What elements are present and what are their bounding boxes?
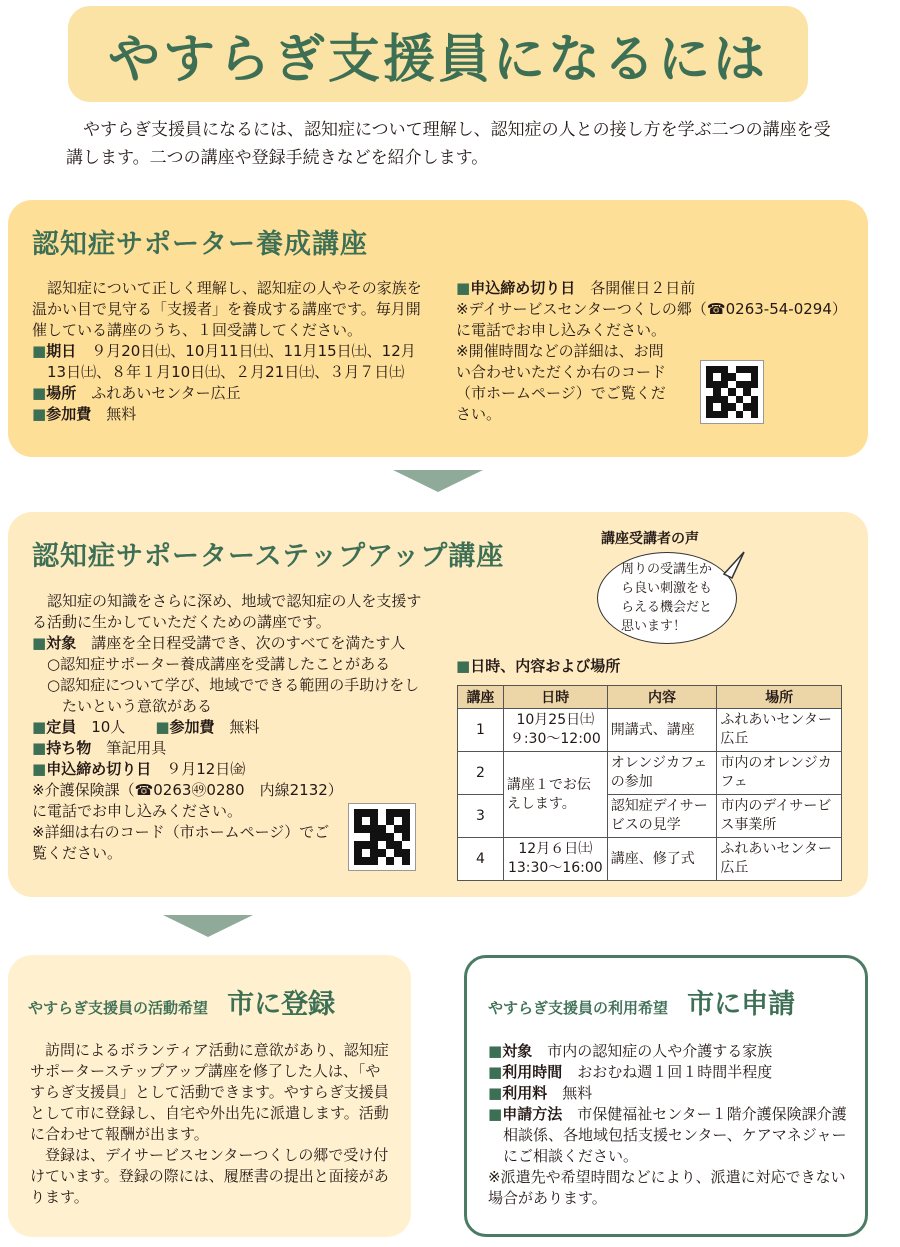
course1-deadline-value: 各開催日２日前 — [590, 279, 696, 297]
register-body — [30, 1040, 390, 1208]
table-cell: 12月６日㈯ 13:30〜16:00 — [503, 838, 607, 881]
intro-text: やすらぎ支援員になるには、認知症について理解し、認知症の人との接し方を学ぶ二つの講座を受講します。二つの講座や登録手続きなどを紹介します。 — [66, 120, 831, 168]
apply-note: ※派遣先や希望時間などにより、派遣に対応できない場合があります。 — [488, 1168, 846, 1207]
schedule-label-row: ■日時、内容および場所 — [456, 657, 621, 675]
course1-contact: ※デイサービスセンターつくしの郷（☎0263-54-0294）に電話でお申し込みください。 — [456, 300, 847, 339]
course1-date-row: ■期日 ９月20日㈯、10月11日㈯、11月15日㈯、12月13日㈯、８年１月10日㈯、２月21日㈯、３月７日㈯ — [32, 342, 416, 381]
course1-left-column — [32, 278, 424, 425]
table-header: 日時 — [503, 686, 607, 709]
course1-place-row: ■場所 ふれあいセンター広丘 — [32, 384, 241, 402]
table-cell-merged: 講座１でお伝えします。 — [503, 752, 607, 838]
apply-target-value: 市内の認知症の人や介護する家族 — [547, 1042, 773, 1060]
schedule-label: 日時、内容および場所 — [470, 657, 621, 675]
course2-capacity-value: 10人 — [91, 718, 126, 736]
table-cell: オレンジカフェの参加 — [607, 752, 717, 795]
course2-items-label: 持ち物 — [46, 739, 92, 757]
course1-date-value: ９月20日㈯、10月11日㈯、11月15日㈯、12月13日㈯、８年１月10日㈯、２月21日㈯、３月７日㈯ — [47, 342, 416, 381]
course2-items-row: ■持ち物 筆記用具 — [32, 739, 167, 757]
table-cell: 市内のデイサービス事業所 — [717, 795, 842, 838]
apply-fee-value: 無料 — [562, 1084, 593, 1102]
course2-contact: ※介護保険課（☎0263㊾0280 内線2132）に電話でお申し込みください。 — [32, 781, 336, 820]
course2-target-value: 講座を全日程受講でき、次のすべてを満たす人 — [91, 634, 406, 652]
table-cell: 1 — [458, 709, 504, 752]
course2-capacity-label: 定員 — [46, 718, 77, 736]
page-title: やすらぎ支援員になるには — [107, 29, 768, 90]
course1-deadline-row: ■申込締め切り日 各開催日２日前 — [456, 279, 696, 297]
table-cell: 3 — [458, 795, 504, 838]
apply-time-value: おおむね週１回１時間半程度 — [577, 1063, 773, 1081]
course2-deadline-value: ９月12日㈮ — [166, 760, 246, 778]
course1-place-value: ふれあいセンター広丘 — [91, 384, 241, 402]
course1-fee-row: ■参加費 無料 — [32, 405, 137, 423]
course2-details: ※詳細は右のコード（市ホームページ）でご覧ください。 — [32, 823, 330, 862]
voice-text: 周りの受講生から良い刺激をもらえる機会だと思います！ — [621, 562, 713, 634]
apply-fee-row: ■利用料 無料 — [488, 1084, 593, 1102]
course2-capacity-row: ■定員 10人 ■参加費 無料 — [32, 718, 260, 736]
apply-method-row: ■申請方法 市保健福祉センター１階介護保険課介護相談係、各地域包括支援センター、ケアマネジャーにご相談ください。 — [488, 1105, 847, 1165]
table-cell: ふれあいセンター広丘 — [717, 838, 842, 881]
apply-time-label: 利用時間 — [502, 1063, 563, 1081]
course1-details: ※開催時間などの詳細は、お問い合わせいただくか右のコード（市ホームページ）でご覧ください。 — [456, 342, 667, 423]
course2-condition1: ○認知症サポーター養成講座を受講したことがある — [47, 655, 391, 673]
table-cell: 4 — [458, 838, 504, 881]
apply-target-row: ■対象 市内の認知症の人や介護する家族 — [488, 1042, 773, 1060]
apply-body — [488, 1041, 850, 1209]
course2-title: 認知症サポーターステップアップ講座 — [32, 541, 505, 572]
course1-title: 認知症サポーター養成講座 — [32, 229, 368, 260]
course1-date-label: 期日 — [46, 342, 77, 360]
course2-target-label: 対象 — [46, 634, 77, 652]
title-banner — [68, 6, 808, 102]
course1-deadline-label: 申込締め切り日 — [470, 279, 576, 297]
course2-items-value: 筆記用具 — [106, 739, 167, 757]
table-cell: 認知症デイサービスの見学 — [607, 795, 717, 838]
apply-method-value: 市保健福祉センター１階介護保険課介護相談係、各地域包括支援センター、ケアマネジャーにご相談ください。 — [503, 1105, 847, 1165]
apply-heading — [488, 982, 795, 1021]
table-header: 内容 — [607, 686, 717, 709]
qr-code-icon[interactable] — [348, 803, 416, 871]
voice-label: 講座受講者の声 — [601, 531, 699, 547]
course2-fee-label: 参加費 — [169, 718, 215, 736]
course2-fee-value: 無料 — [229, 718, 260, 736]
schedule-table — [457, 685, 842, 881]
table-row — [458, 838, 842, 881]
bubble-tail-icon — [722, 548, 748, 582]
apply-method-label: 申請方法 — [502, 1105, 563, 1123]
course1-fee-label: 参加費 — [46, 405, 92, 423]
apply-time-row: ■利用時間 おおむね週１回１時間半程度 — [488, 1063, 773, 1081]
table-header: 場所 — [717, 686, 842, 709]
down-arrow-icon — [393, 470, 483, 492]
register-para1: 訪問によるボランティア活動に意欲があり、認知症サポーターステップアップ講座を修了した人は、「やすらぎ支援員」として活動できます。やすらぎ支援員として市に登録し、自宅や外出先に派遣します。活動に合わせて報酬が出ます。 — [30, 1041, 389, 1143]
register-heading — [28, 982, 335, 1021]
table-cell: 開講式、講座 — [607, 709, 717, 752]
course2-description: 認知症の知識をさらに深め、地域で認知症の人を支援する活動に生かしていただくための講座です。 — [32, 592, 422, 631]
apply-target-label: 対象 — [502, 1042, 533, 1060]
course1-fee-value: 無料 — [106, 405, 137, 423]
table-cell: 講座、修了式 — [607, 838, 717, 881]
course2-deadline-label: 申込締め切り日 — [46, 760, 152, 778]
table-row — [458, 752, 842, 795]
table-cell: 2 — [458, 752, 504, 795]
register-big-title: 市に登録 — [227, 989, 336, 1020]
apply-big-title: 市に申請 — [687, 989, 796, 1020]
voice-bubble — [597, 552, 737, 644]
table-header: 講座 — [458, 686, 504, 709]
course2-target-row: ■対象 講座を全日程受講でき、次のすべてを満たす人 — [32, 634, 406, 652]
table-cell: ふれあいセンター広丘 — [717, 709, 842, 752]
table-row — [458, 709, 842, 752]
table-header-row — [458, 686, 842, 709]
course1-place-label: 場所 — [46, 384, 77, 402]
register-para2: 登録は、デイサービスセンターつくしの郷で受け付けています。登録の際には、履歴書の提出と面接があります。 — [30, 1146, 389, 1206]
course2-deadline-row: ■申込締め切り日 ９月12日㈮ — [32, 760, 246, 778]
table-cell: 10月25日㈯ ９:30〜12:00 — [503, 709, 607, 752]
down-arrow-icon — [163, 915, 253, 937]
course1-right-column — [456, 278, 851, 425]
apply-small-title: やすらぎ支援員の利用希望 — [488, 999, 669, 1017]
qr-code-icon[interactable] — [700, 360, 764, 424]
table-cell: 市内のオレンジカフェ — [717, 752, 842, 795]
register-small-title: やすらぎ支援員の活動希望 — [28, 999, 209, 1017]
course2-condition2: ○認知症について学び、地域でできる範囲の手助けをしたいという意欲がある — [47, 676, 420, 715]
course1-description: 認知症について正しく理解し、認知症の人やその家族を温かい目で見守る「支援者」を養成する講座です。毎月開催している講座のうち、１回受講してください。 — [32, 279, 422, 339]
apply-fee-label: 利用料 — [502, 1084, 548, 1102]
